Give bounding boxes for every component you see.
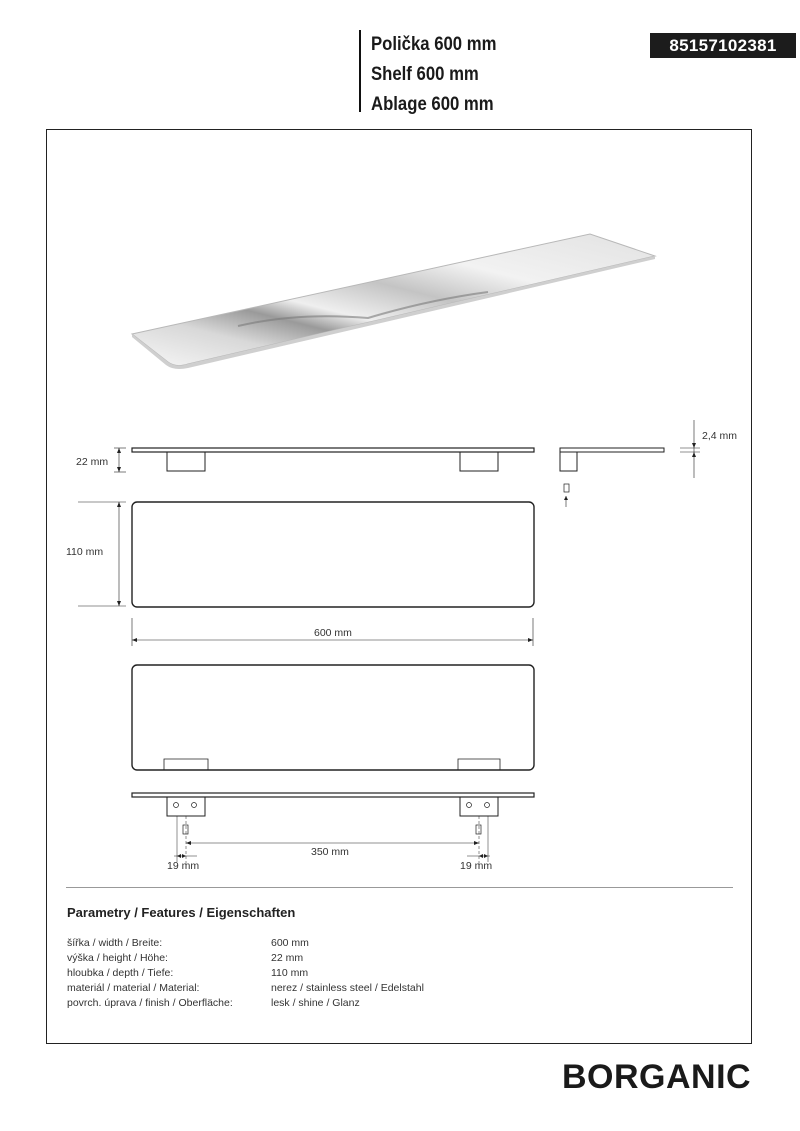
feature-value: 22 mm <box>271 952 304 964</box>
feature-value: 110 mm <box>271 967 309 979</box>
dim-label-height: 22 mm <box>76 456 109 468</box>
dim-label-thickness: 2,4 mm <box>702 430 738 442</box>
feature-label: šířka / width / Breite: <box>67 937 163 949</box>
feature-row <box>67 936 727 951</box>
feature-label: materiál / material / Material: <box>67 982 200 994</box>
brand-logo: BORGANIC <box>562 1058 752 1096</box>
features-heading: Parametry / Features / Eigenschaften <box>67 905 296 920</box>
dim-label-offset-left: 19 mm <box>167 860 200 872</box>
feature-row <box>67 966 727 981</box>
section-divider <box>66 887 733 888</box>
features-section <box>67 905 727 1011</box>
feature-row <box>67 996 727 1011</box>
title-german: Ablage 600 mm <box>371 94 494 115</box>
product-code-badge: 85157102381 <box>650 33 796 58</box>
dim-label-spacing: 350 mm <box>311 846 349 858</box>
feature-row <box>67 951 727 966</box>
title-english: Shelf 600 mm <box>371 64 479 85</box>
feature-row <box>67 981 727 996</box>
dim-label-depth: 110 mm <box>66 546 104 558</box>
feature-label: povrch. úprava / finish / Oberfläche: <box>67 997 233 1009</box>
title-czech: Polička 600 mm <box>371 34 497 55</box>
feature-value: lesk / shine / Glanz <box>271 997 360 1009</box>
feature-label: výška / height / Höhe: <box>67 952 168 964</box>
feature-value: nerez / stainless steel / Edelstahl <box>271 982 424 994</box>
feature-label: hloubka / depth / Tiefe: <box>67 967 174 979</box>
feature-value: 600 mm <box>271 937 309 949</box>
dim-label-width: 600 mm <box>314 627 352 639</box>
dim-label-offset-right: 19 mm <box>460 860 493 872</box>
